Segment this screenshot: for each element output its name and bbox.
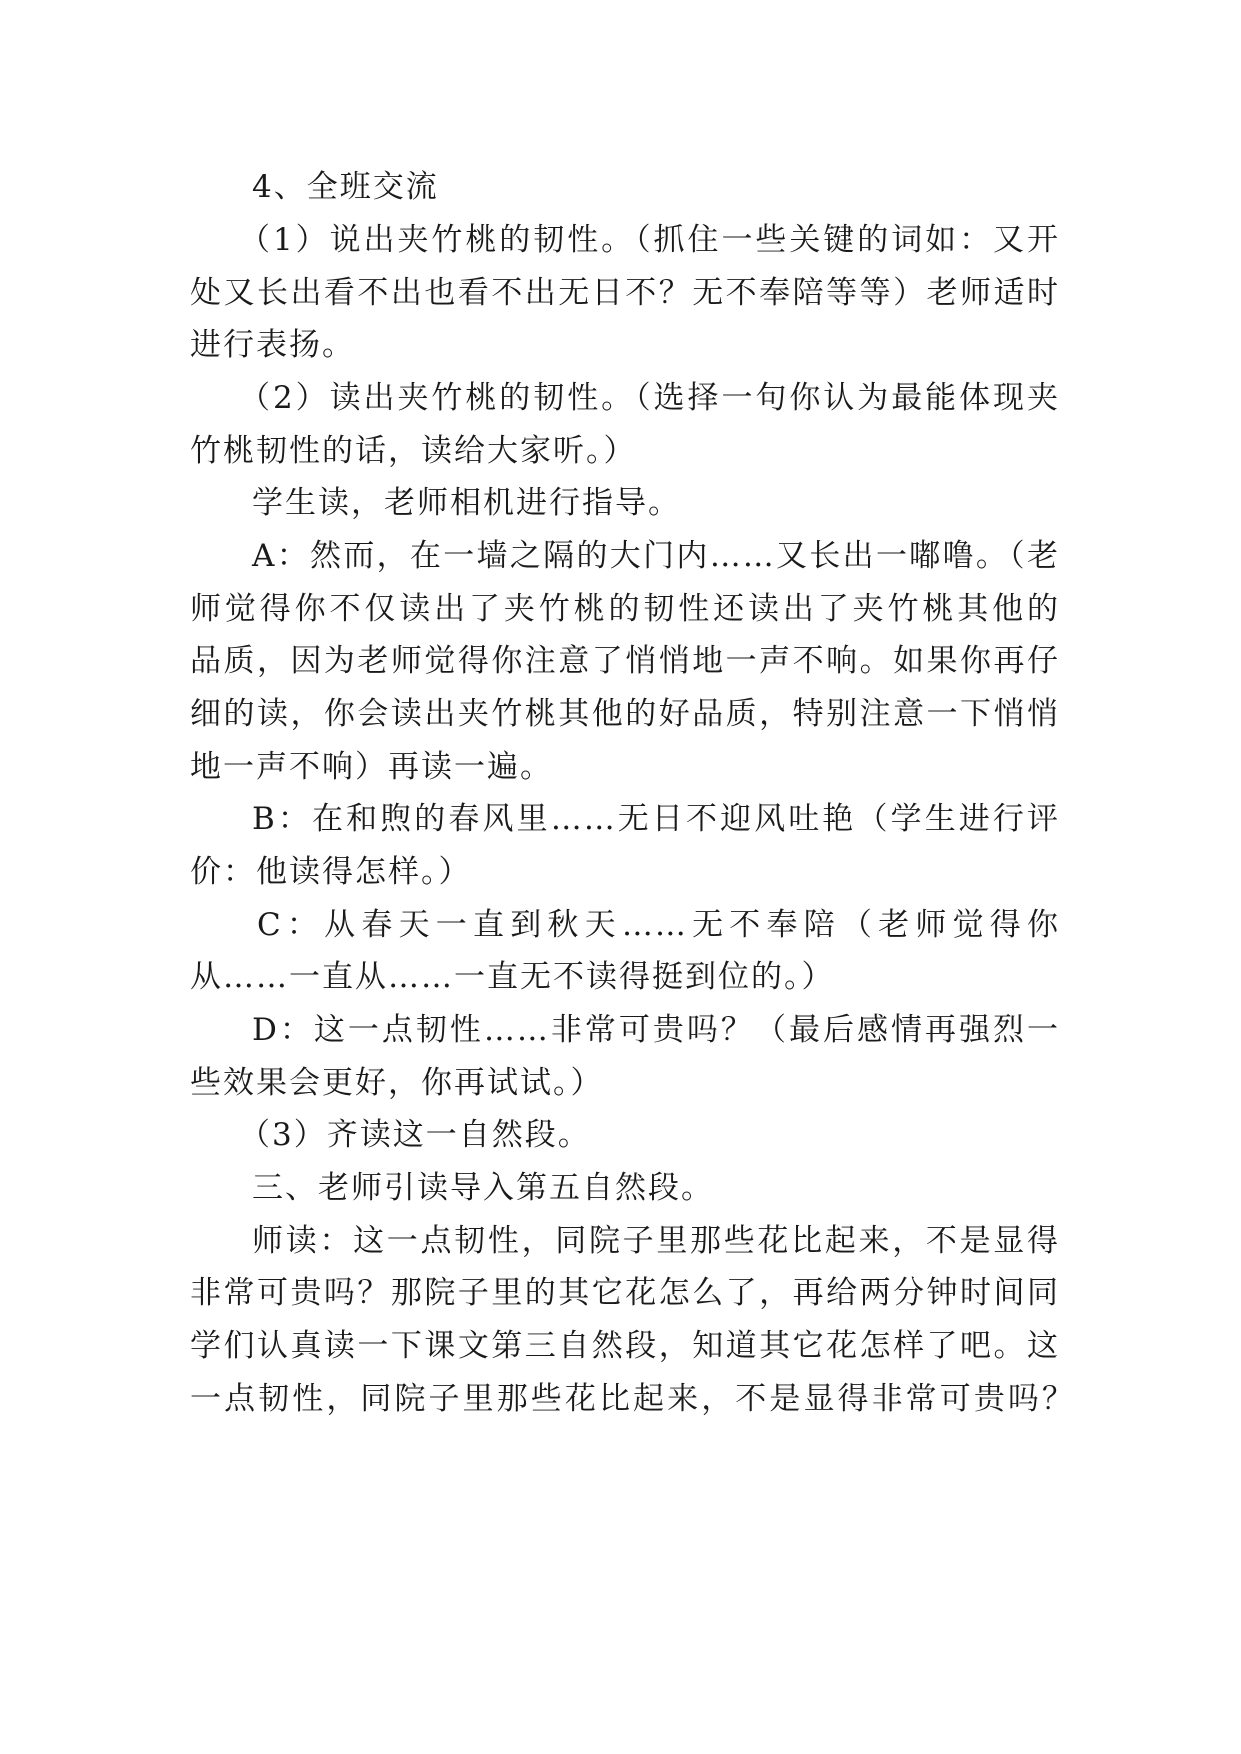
text-line-22: 非常可贵吗？那院子里的其它花怎么了，再给两分钟时间同: [190, 1275, 1060, 1311]
text-line-3: 处又长出看不出也看不出无日不？无不奉陪等等）老师适时: [190, 275, 1060, 311]
text-line-24: 一点韧性，同院子里那些花比起来，不是显得非常可贵吗？: [190, 1381, 1075, 1417]
text-line-16: 从……一直从……一直无不读得挺到位的。）: [190, 959, 835, 995]
text-line-2: （1）说出夹竹桃的韧性。（抓住一些关键的词如：又开: [239, 222, 1060, 258]
text-line-17: D：这一点韧性……非常可贵吗？（最后感情再强烈一: [252, 1012, 1060, 1048]
text-line-21: 师读：这一点韧性，同院子里那些花比起来，不是显得: [252, 1223, 1060, 1259]
text-line-9: 师觉得你不仅读出了夹竹桃的韧性还读出了夹竹桃其他的: [190, 591, 1060, 627]
text-line-20: 三、老师引读导入第五自然段。: [252, 1170, 714, 1206]
text-line-6: 竹桃韧性的话，读给大家听。）: [190, 433, 637, 469]
text-line-15: C：从春天一直到秋天……无不奉陪（老师觉得你: [257, 907, 1060, 943]
text-line-8: A：然而，在一墙之隔的大门内……又长出一嘟噜。（老: [252, 538, 1060, 574]
text-line-5: （2）读出夹竹桃的韧性。（选择一句你认为最能体现夹: [239, 380, 1060, 416]
text-line-12: 地一声不响）再读一遍。: [190, 749, 553, 785]
text-line-7: 学生读，老师相机进行指导。: [252, 485, 681, 521]
text-line-13: B：在和煦的春风里……无日不迎风吐艳（学生进行评: [252, 801, 1060, 837]
text-line-23: 学们认真读一下课文第三自然段，知道其它花怎样了吧。这: [190, 1328, 1060, 1364]
text-line-18: 些效果会更好，你再试试。）: [190, 1065, 604, 1101]
text-line-19: （3）齐读这一自然段。: [239, 1117, 591, 1153]
text-line-14: 价：他读得怎样。）: [190, 854, 472, 890]
text-line-10: 品质，因为老师觉得你注意了悄悄地一声不响。如果你再仔: [190, 643, 1060, 679]
text-line-4: 进行表扬。: [190, 327, 355, 363]
text-line-11: 细的读，你会读出夹竹桃其他的好品质，特别注意一下悄悄: [190, 696, 1060, 732]
text-line-1: 4、全班交流: [252, 169, 439, 205]
